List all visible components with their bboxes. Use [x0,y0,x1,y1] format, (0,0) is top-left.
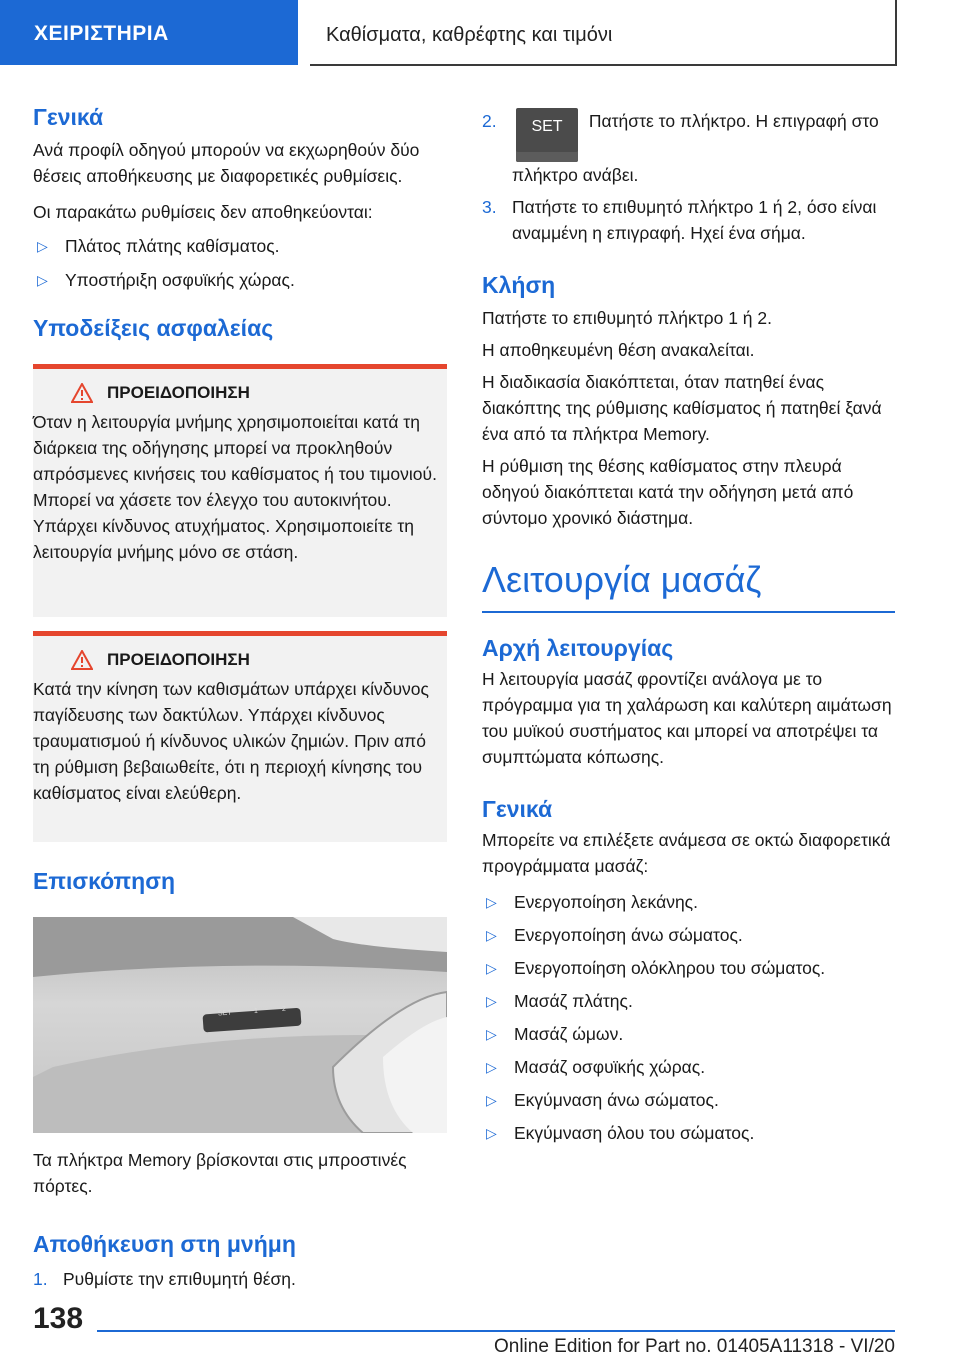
list-item-text: Μασάζ πλάτης. [514,991,633,1011]
step-item [33,1266,447,1292]
list-item [482,1087,895,1113]
list-item [482,1120,895,1146]
warning-text: Όταν η λειτουργία μνήμης χρησιμοποιείται κατά τη διάρκεια της οδήγησης μπορεί να προκληθούν απρόσμενες κινήσεις του καθίσματος ή του τιμονιού. Μπορεί να χάσετε τον έλεγχο του αυτοκινήτου. Υπάρχει κίνδυνος ατυχήματος. Χρησιμοποιείτε τη λειτουργία μνήμης μόνο σε στάση. [33,412,437,562]
photo-caption: Τα πλήκτρα Memory βρίσκονται στις μπροστινές πόρτες. [33,1150,407,1196]
recall-paragraph: Η αποθηκευμένη θέση ανακαλείται. [482,340,755,360]
warning-title [71,650,447,670]
list-item [33,267,447,293]
page-number: 138 [33,1302,84,1335]
general-paragraph: Ανά προφίλ οδηγού μπορούν να εκχωρηθούν δύο θέσεις αποθήκευσης με διαφορετικές ρυθμίσεις. [33,140,420,186]
warning-box [33,631,447,842]
list-item-text: Εκγύμναση όλου του σώματος. [514,1123,755,1143]
heading-rule [482,611,895,613]
memory-2-button-photo: 2 [282,1006,286,1013]
step-item [482,194,895,246]
safety-heading: Υποδείξεις ασφαλείας [33,315,274,341]
warning-triangle-icon [71,650,93,670]
list-item-text: Πλάτος πλάτης καθίσματος. [65,236,280,256]
chapter-header [310,0,897,66]
overview-heading: Επισκόπηση [33,868,175,894]
page-footer [0,1296,960,1362]
warning-title-text: ΠΡΟΕΙΔΟΠΟΙΗΣΗ [107,650,250,669]
warning-title [71,383,447,403]
step-text: Πατήστε το επιθυμητό πλήκτρο 1 ή 2, όσο είναι αναμμένη η επιγραφή. Ηχεί ένα σήμα. [512,197,877,243]
list-item-text: Ενεργοποίηση άνω σώματος. [514,925,743,945]
triangle-right-icon: ▷ [486,1059,497,1075]
set-button-photo: SET [217,1009,232,1018]
triangle-right-icon: ▷ [37,238,48,254]
recall-paragraph: Πατήστε το επιθυμητό πλήκτρο 1 ή 2. [482,308,772,328]
triangle-right-icon: ▷ [486,960,497,976]
massage-heading: Λειτουργία μασάζ [482,559,762,600]
step-number: 1. [33,1269,48,1289]
list-item [482,1054,895,1080]
store-heading: Αποθήκευση στη μνήμη [33,1231,296,1257]
general-paragraph-2: Οι παρακάτω ρυθμίσεις δεν αποθηκεύονται: [33,202,373,222]
step-text: Ρυθμίστε την επιθυμητή θέση. [63,1269,296,1289]
recall-paragraph: Η ρύθμιση της θέσης καθίσματος στην πλευρά οδηγού διακόπτεται κατά την οδήγηση μετά από σύντομο χρονικό διάστημα. [482,456,854,528]
memory-1-button-photo: 1 [254,1008,258,1015]
warning-title-text: ΠΡΟΕΙΔΟΠΟΙΗΣΗ [107,383,250,402]
principle-heading: Αρχή λειτουργίας [482,635,674,661]
general2-paragraph: Μπορείτε να επιλέξετε ανάμεσα σε οκτώ διαφορετικά προγράμματα μασάζ: [482,830,891,876]
triangle-right-icon: ▷ [486,1125,497,1141]
set-key-icon: SET [516,108,578,162]
door-memory-photo [33,917,447,1133]
warning-triangle-icon [71,383,93,403]
list-item-text: Εκγύμναση άνω σώματος. [514,1090,719,1110]
warning-box [33,364,447,617]
general2-heading: Γενικά [482,796,553,822]
recall-heading: Κλήση [482,272,556,298]
list-item-text: Ενεργοποίηση λεκάνης. [514,892,698,912]
list-item-text: Μασάζ ώμων. [514,1024,624,1044]
footer-rule [97,1330,895,1332]
section-tab [0,0,298,65]
triangle-right-icon: ▷ [486,1026,497,1042]
step-text: Πατήστε το πλήκτρο. Η επιγραφή στο πλήκτρο ανάβει. [512,111,879,185]
list-item [482,988,895,1014]
right-column [482,100,895,1146]
step-item [482,108,895,188]
list-item [482,922,895,948]
step-number: 2. [482,111,497,131]
step-number: 3. [482,197,497,217]
list-item-text: Υποστήριξη οσφυϊκής χώρας. [65,270,295,290]
warning-text: Κατά την κίνηση των καθισμάτων υπάρχει κίνδυνος παγίδευσης των δακτύλων. Υπάρχει κίνδυνος τραυματισμού ή κίνδυνος υλικών ζημιών. Πριν από τη ρύθμιση βεβαιωθείτε, ότι η περιοχή κίνησης του καθίσματος είναι ελεύθερη. [33,679,429,803]
list-item-text: Ενεργοποίηση ολόκληρου του σώματος. [514,958,826,978]
general-heading: Γενικά [33,104,104,130]
recall-paragraph: Η διαδικασία διακόπτεται, όταν πατηθεί ένας διακόπτης της ρύθμισης καθίσματος ή πατηθεί ξανά ένα από τα πλήκτρα Memory. [482,372,882,444]
list-item [482,889,895,915]
chapter-title: Καθίσματα, καθρέφτης και τιμόνι [326,24,613,46]
list-item-text: Μασάζ οσφυϊκής χώρας. [514,1057,706,1077]
triangle-right-icon: ▷ [486,1092,497,1108]
edition-text: Online Edition for Part no. 01405A11318 - VI/20 [493,1336,895,1357]
list-item [482,1021,895,1047]
left-column [33,100,447,1292]
triangle-right-icon: ▷ [486,894,497,910]
program-list [482,889,895,1146]
door-panel-illustration [33,917,447,1133]
list-item [482,955,895,981]
triangle-right-icon: ▷ [486,993,497,1009]
list-item [33,233,447,259]
triangle-right-icon: ▷ [486,927,497,943]
section-label: ΧΕΙΡΙΣΤΗΡΙΑ [34,22,169,45]
triangle-right-icon: ▷ [37,272,48,288]
principle-paragraph: Η λειτουργία μασάζ φροντίζει ανάλογα με το πρόγραμμα για τη χαλάρωση και καλύτερη αιμάτωση του μυϊκού συστήματος και μπορεί να αποτρέψει τα συμπτώματα κόπωσης. [482,669,892,767]
